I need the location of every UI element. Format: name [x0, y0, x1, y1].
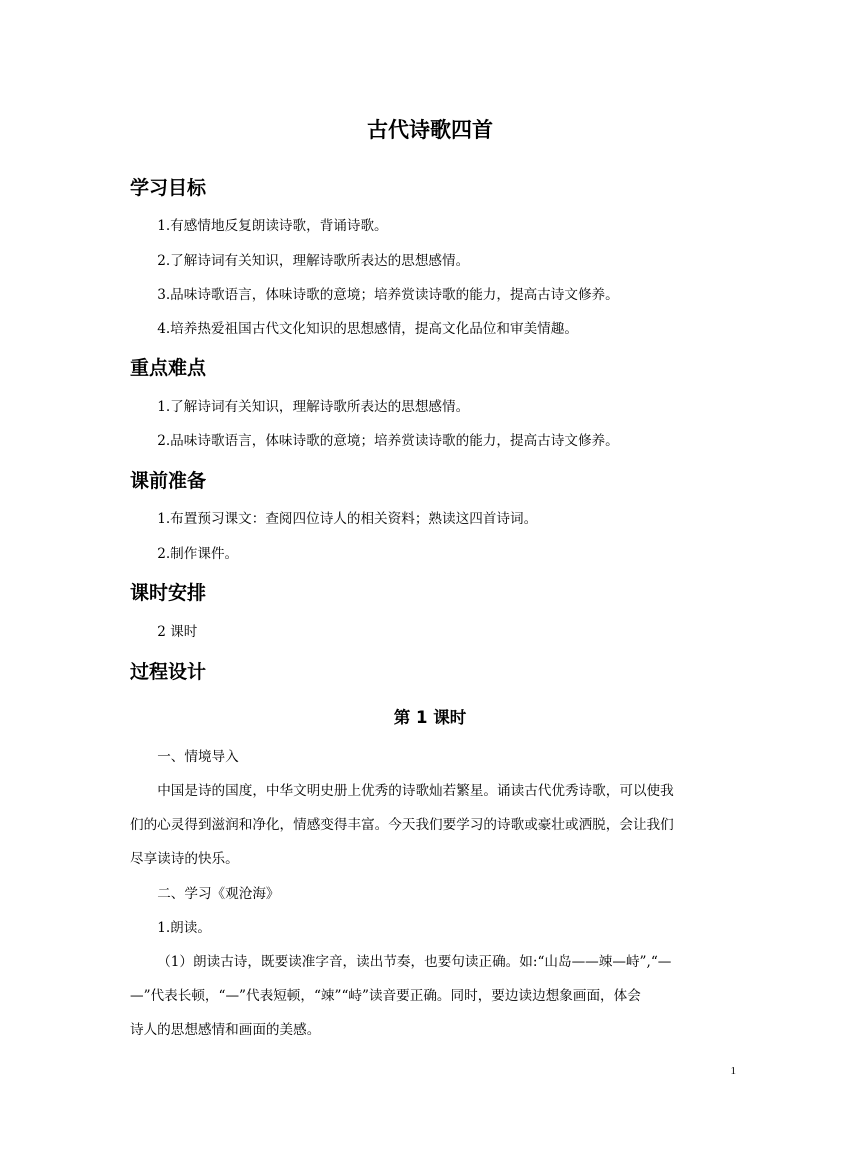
objective-item: 3.品味诗歌语言，体味诗歌的意境；培养赏读诗歌的能力，提高古诗文修养。	[157, 287, 619, 303]
objective-item: 4.培养热爱祖国古代文化知识的思想感情，提高文化品位和审美情趣。	[157, 321, 578, 337]
step1-paragraph	[130, 945, 730, 1047]
part1-heading: 一、情境导入	[157, 749, 239, 765]
heading-process: 过程设计	[130, 661, 207, 683]
heading-schedule: 课时安排	[130, 582, 207, 604]
heading-preparation: 课前准备	[130, 470, 207, 492]
document-title: 古代诗歌四首	[367, 118, 493, 142]
objective-item: 2.了解诗词有关知识，理解诗歌所表达的思想感情。	[157, 253, 470, 269]
lesson-title: 第 1 课时	[393, 708, 467, 727]
step1-heading: 1.朗读。	[157, 920, 211, 936]
part1-paragraph	[130, 774, 730, 876]
part2-heading: 二、学习《观沧海》	[157, 886, 280, 902]
heading-objectives: 学习目标	[130, 177, 207, 199]
preparation-item: 1.布置预习课文：查阅四位诗人的相关资料；熟读这四首诗词。	[157, 511, 538, 527]
paragraph-line: 们的心灵得到滋润和净化，情感变得丰富。今天我们要学习的诗歌或豪壮或洒脱，会让我们	[130, 817, 674, 833]
heading-key-points: 重点难点	[130, 357, 207, 379]
paragraph-line: 中国是诗的国度，中华文明史册上优秀的诗歌灿若繁星。诵读古代优秀诗歌，可以使我	[157, 783, 674, 799]
objective-item: 1.有感情地反复朗读诗歌，背诵诗歌。	[157, 218, 388, 234]
page-number: 1	[730, 1065, 736, 1077]
schedule-item: 2 课时	[157, 624, 198, 640]
paragraph-line: 诗人的思想感情和画面的美感。	[130, 1022, 321, 1038]
key-point-item: 1.了解诗词有关知识，理解诗歌所表达的思想感情。	[157, 399, 470, 415]
paragraph-line: 尽享读诗的快乐。	[130, 851, 239, 867]
preparation-item: 2.制作课件。	[157, 546, 239, 562]
paragraph-line: —”代表长顿，“—”代表短顿，“竦”“峙”读音要正确。同时，要边读边想象画面，体会	[130, 988, 641, 1004]
paragraph-line: （1）朗读古诗，既要读准字音，读出节奏，也要句读正确。如:“山岛——竦—峙”,“—	[157, 954, 672, 970]
key-point-item: 2.品味诗歌语言，体味诗歌的意境；培养赏读诗歌的能力，提高古诗文修养。	[157, 433, 619, 449]
